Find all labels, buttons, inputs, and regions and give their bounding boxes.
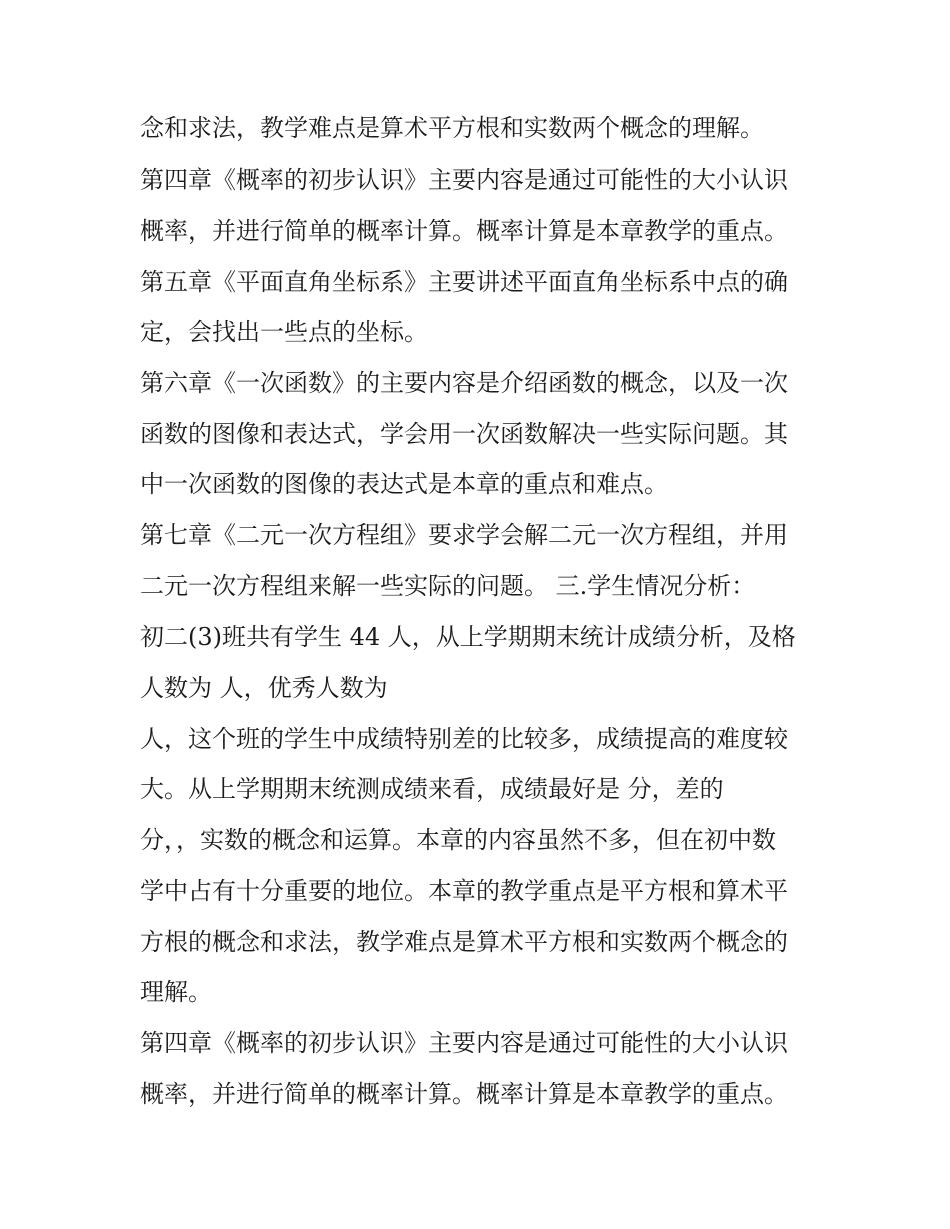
- text-line: 分，，实数的概念和运算。本章的内容虽然不多，但在初中数: [140, 826, 776, 854]
- text-line: 人数为 人，优秀人数为: [140, 674, 388, 702]
- text-line: 中一次函数的图像的表达式是本章的重点和难点。: [140, 470, 668, 498]
- text-line: 定，会找出一些点的坐标。: [140, 318, 428, 346]
- text-line: 二元一次方程组来解一些实际的问题。 三.学生情况分析：: [140, 572, 756, 600]
- text-line: 理解。: [140, 978, 212, 1006]
- text-line: 念和求法，教学难点是算术平方根和实数两个概念的理解。: [140, 114, 764, 142]
- text-line: 第四章《概率的初步认识》主要内容是通过可能性的大小认识: [140, 166, 788, 194]
- text-line: 方根的概念和求法，教学难点是算术平方根和实数两个概念的: [140, 928, 788, 956]
- text-line: 第七章《二元一次方程组》要求学会解二元一次方程组，并用: [140, 521, 788, 549]
- text-line: 学中占有十分重要的地位。本章的教学重点是平方根和算术平: [140, 877, 788, 905]
- text-line: 概率，并进行简单的概率计算。概率计算是本章教学的重点。: [140, 217, 788, 245]
- text-line: 人，这个班的学生中成绩特别差的比较多，成绩提高的难度较: [140, 725, 788, 753]
- text-line: 初二(3)班共有学生 44 人，从上学期期末统计成绩分析，及格: [140, 623, 796, 651]
- text-line: 第五章《平面直角坐标系》主要讲述平面直角坐标系中点的确: [140, 268, 788, 296]
- text-line: 第六章《一次函数》的主要内容是介绍函数的概念，以及一次: [140, 369, 788, 397]
- text-line: 函数的图像和表达式，学会用一次函数解决一些实际问题。其: [140, 420, 788, 448]
- text-line: 概率，并进行简单的概率计算。概率计算是本章教学的重点。: [140, 1080, 788, 1108]
- text-line: 大。从上学期期末统测成绩来看，成绩最好是 分，差的: [140, 775, 724, 803]
- text-line: 第四章《概率的初步认识》主要内容是通过可能性的大小认识: [140, 1029, 788, 1057]
